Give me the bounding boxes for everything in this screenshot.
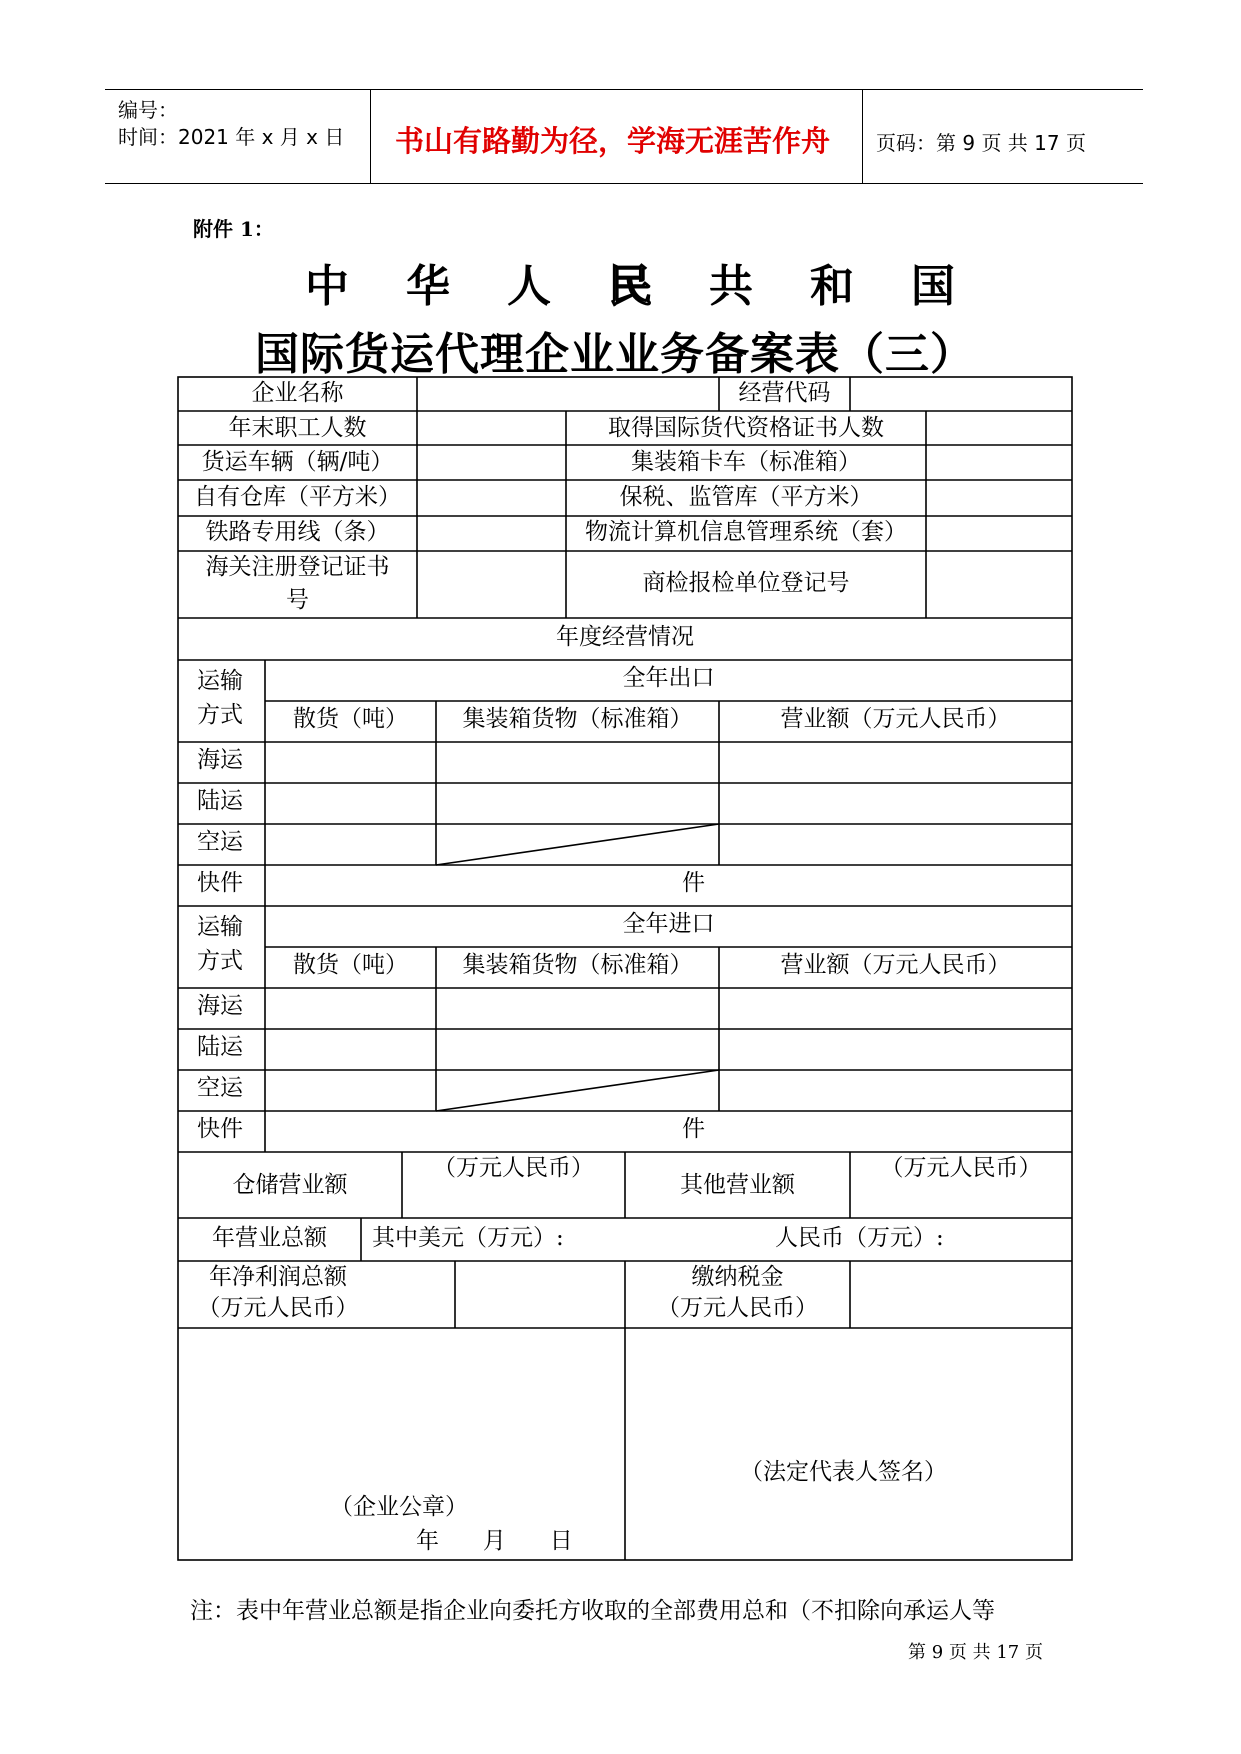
storage-revenue-unit: （万元人民币） xyxy=(433,1155,594,1181)
label-other-revenue: 其他营业额 xyxy=(680,1172,795,1198)
col-revenue-header: 营业额（万元人民币） xyxy=(780,952,1011,978)
attachment-label: 附件 1： xyxy=(193,217,274,241)
other-revenue-unit: （万元人民币） xyxy=(880,1155,1042,1181)
label-inspection-reg: 商检报检单位登记号 xyxy=(642,570,850,596)
label-of-which-usd: 其中美元（万元）: xyxy=(372,1225,564,1251)
label-transport-mode-line2: 方式 xyxy=(197,702,243,728)
label-tax-line1: 缴纳税金 xyxy=(691,1264,784,1290)
label-enterprise-name: 企业名称 xyxy=(251,380,344,406)
col-revenue-header: 营业额（万元人民币） xyxy=(780,706,1011,732)
label-storage-revenue: 仓储营业额 xyxy=(232,1172,348,1198)
label-tax-line2: （万元人民币） xyxy=(657,1295,818,1321)
express-pieces-unit: 件 xyxy=(682,1116,705,1142)
label-annual-operations: 年度经营情况 xyxy=(556,624,694,650)
row-label-air: 空运 xyxy=(197,1075,243,1101)
title-char: 共 xyxy=(709,261,753,312)
header-number-label: 编号： xyxy=(118,98,178,122)
title-line-2: 国际货运代理企业业务备案表（三） xyxy=(255,329,975,380)
label-trucks: 货运车辆（辆/吨） xyxy=(201,449,394,475)
label-container-trucks: 集装箱卡车（标准箱） xyxy=(631,449,861,475)
header-time-label: 时间：2021 年 x 月 x 日 xyxy=(118,125,345,149)
label-business-code: 经营代码 xyxy=(738,380,831,406)
title-char: 和 xyxy=(810,261,854,312)
label-total-revenue: 年营业总额 xyxy=(212,1225,327,1251)
label-date: 年 月 日 xyxy=(416,1528,573,1554)
label-rmb: 人民币（万元）: xyxy=(775,1225,944,1251)
row-label-sea: 海运 xyxy=(197,747,243,773)
label-company-seal: （企业公章） xyxy=(330,1494,468,1520)
title-char-outline: 民 xyxy=(608,261,652,312)
title-char: 国 xyxy=(911,261,955,312)
row-label-express: 快件 xyxy=(197,870,243,896)
title-char: 人 xyxy=(507,261,551,312)
row-label-air: 空运 xyxy=(197,829,243,855)
label-transport-mode-line1: 运输 xyxy=(197,914,243,940)
header-motto: 书山有路勤为径，学海无涯苦作舟 xyxy=(395,124,831,158)
label-net-profit-line1: 年净利润总额 xyxy=(209,1264,347,1290)
col-bulk-header: 散货（吨） xyxy=(293,706,408,732)
label-railway-lines: 铁路专用线（条） xyxy=(205,519,390,545)
header-page-label: 页码：第 9 页 共 17 页 xyxy=(876,131,1086,155)
row-label-land: 陆运 xyxy=(197,788,243,814)
row-label-express: 快件 xyxy=(197,1116,243,1142)
label-logistics-systems: 物流计算机信息管理系统（套） xyxy=(585,519,907,545)
row-label-sea: 海运 xyxy=(197,993,243,1019)
label-legal-rep-signature: （法定代表人签名） xyxy=(740,1459,947,1485)
label-customs-reg-line2: 号 xyxy=(286,587,309,613)
label-net-profit-line2: （万元人民币） xyxy=(197,1295,359,1321)
label-transport-mode-line2: 方式 xyxy=(197,948,243,974)
page-footer: 第 9 页 共 17 页 xyxy=(908,1642,1043,1663)
label-own-warehouse: 自有仓库（平方米） xyxy=(194,484,401,510)
label-customs-reg-line1: 海关注册登记证书 xyxy=(205,554,390,580)
col-bulk-header: 散货（吨） xyxy=(293,952,408,978)
footnote: 注：表中年营业总额是指企业向委托方收取的全部费用总和（不扣除向承运人等 xyxy=(190,1598,995,1624)
label-transport-mode-line1: 运输 xyxy=(197,668,243,694)
label-bonded-warehouse: 保税、监管库（平方米） xyxy=(619,484,873,510)
col-container-header: 集装箱货物（标准箱） xyxy=(462,952,693,978)
col-container-header: 集装箱货物（标准箱） xyxy=(462,706,693,732)
label-export-title: 全年出口 xyxy=(622,665,715,691)
label-certified-staff: 取得国际货代资格证书人数 xyxy=(608,415,884,441)
title-char: 中 xyxy=(305,261,349,312)
label-year-end-staff: 年末职工人数 xyxy=(228,415,367,441)
row-label-land: 陆运 xyxy=(197,1034,243,1060)
label-import-title: 全年进口 xyxy=(622,911,715,937)
title-char: 华 xyxy=(406,261,450,312)
express-pieces-unit: 件 xyxy=(682,870,705,896)
